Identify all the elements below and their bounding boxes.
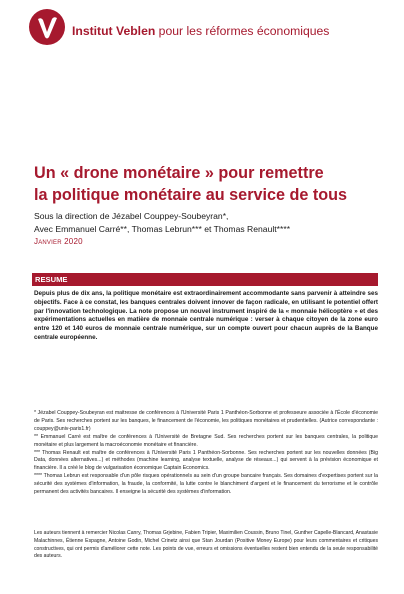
author-notes <box>34 410 378 497</box>
brand-rest: pour les réformes économiques <box>155 24 330 38</box>
title-line-2: la politique monétaire au service de tous <box>34 186 348 204</box>
authors <box>34 210 394 235</box>
resume-text: Depuis plus de dix ans, la politique monétaire est extraordinairement accommodante sans parvenir à atteindre ses objectifs. Face à ce constat, les banques centrales doivent innover de façon radicale, en utilisant le potentiel offert par l'innovation technologique. La note propose un nouvel instrument inspiré de la « monnaie hélicoptère » et des expérimentations actuelles en matière de monnaie centrale numérique : verser à chaque citoyen de la zone euro entre 120 et 140 euros de monnaie centrale numérique, sur un compte ouvert pour chacun auprès de la Banque centrale européenne. <box>34 290 378 341</box>
publication-date: Janvier 2020 <box>34 237 83 246</box>
brand-name <box>72 24 329 38</box>
acknowledgements: Les auteurs tiennent à remercier Nicolas Canry, Thomas Grjebine, Fabien Tripier, Maximilien Coussin, Bruno Tinel, Gunther Capelle-Blancard, Anastasie Malachinnes, Étienne Espagne, Antoine Godin, Michel Crinetz ainsi que Stan Jourdan (Positive Money Europe) pour leurs commentaires et critiques constructives, qui ont permis d'améliorer cette note. Les points de vue, erreurs et omissions éventuelles restent bien entendu de la seule responsabilité des auteurs. <box>34 530 378 560</box>
note-carre: ** Emmanuel Carré est maître de conférences à l'Université de Bretagne Sud. Ses recherches portent sur les banques centrales, la politique monétaire et plus largement la macroéconomie monétaire et financière. <box>34 433 378 448</box>
veblen-logo-icon <box>28 8 66 46</box>
resume-heading: RESUME <box>32 273 378 286</box>
note-couppey: * Jézabel Couppey-Soubeyran est maitresse de conférences à l'Université Paris 1 Panthéon-Sorbonne et professeure associée à l'École d'économie de Paris. Ses recherches portent sur les banques, le financement de l'économie, les politiques monétaires et prudentielles. (Autrice correspondante : couppey@univ-paris1.fr) <box>34 410 378 432</box>
authors-line-1: Sous la direction de Jézabel Couppey-Soubeyran*, <box>34 211 229 221</box>
title-line-1: Un « drone monétaire » pour remettre <box>34 164 324 182</box>
note-lebrun: **** Thomas Lebrun est responsable d'un pôle risques opérationnels au sein d'un groupe bancaire français. Ses domaines d'expertises portent sur la sécurité des systèmes d'information, la fraude, la conformité, la lutte contre le blanchiment d'argent et le financement du terrorisme et le contrôle permanent des activités bancaires. Il enseigne la sécurité des systèmes d'information. <box>34 473 378 496</box>
brand-bold: Institut Veblen <box>72 24 156 38</box>
authors-line-2: Avec Emmanuel Carré**, Thomas Lebrun*** et Thomas Renault**** <box>34 223 291 234</box>
page-title <box>34 162 394 206</box>
note-renault: *** Thomas Renault est maître de conférences à l'Université Paris 1 Panthéon-Sorbonne. Ses recherches portent sur les nouvelles données (Big Data, données alternatives...) et méthodes (machine learning, analyse textuelle, analyse de réseaux...) qui servent à la prévision économique et financière. Il a créé le blog de vulgarisation économique Captain Economics. <box>34 449 378 472</box>
